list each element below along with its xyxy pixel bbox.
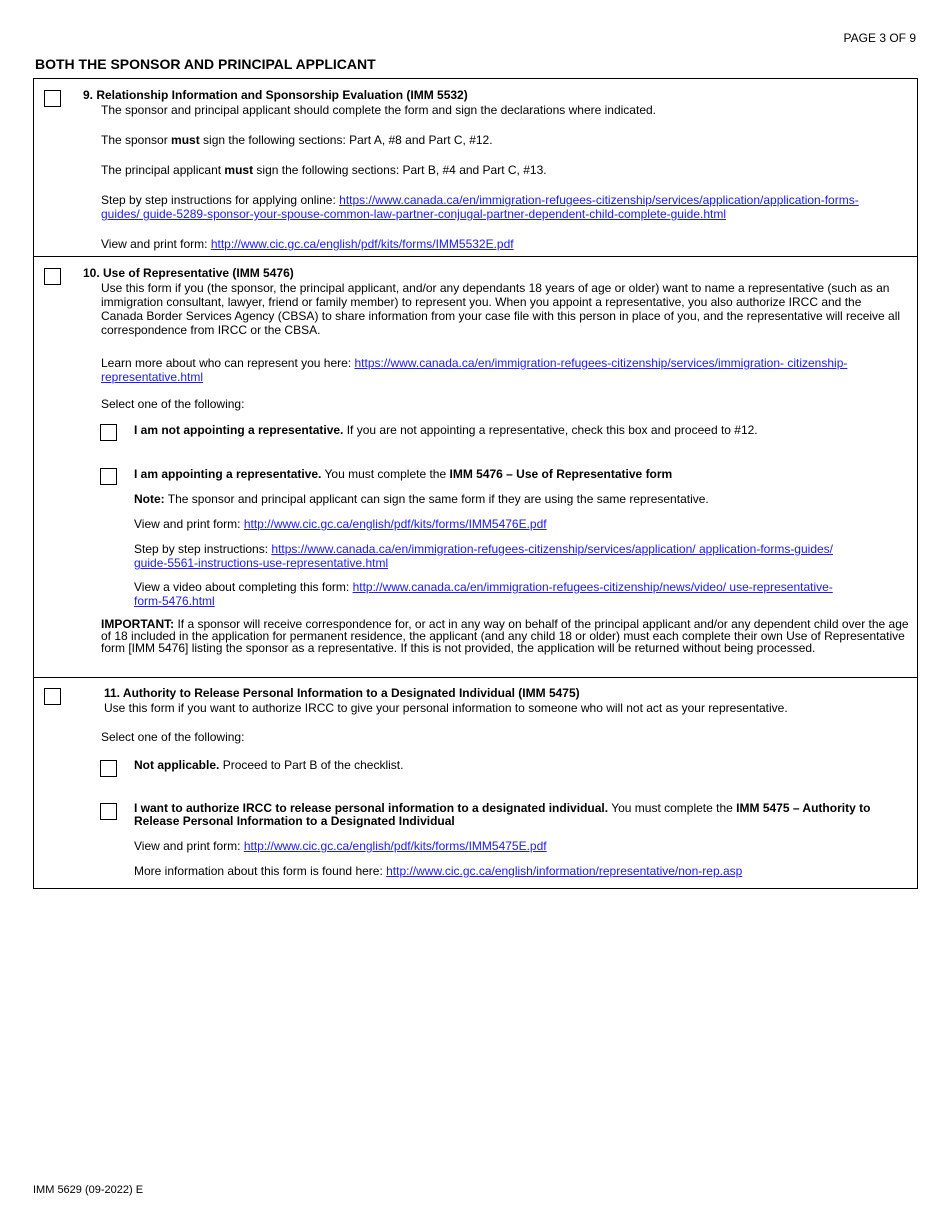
item-11-checkbox[interactable] [44, 688, 61, 705]
not-appointing-option [134, 423, 758, 437]
option-bold: Not applicable. [134, 758, 220, 772]
appointing-checkbox[interactable] [100, 468, 117, 485]
form-code-footer: IMM 5629 (09-2022) E [33, 1184, 144, 1196]
learn-label: Learn more about who can represent you here: [101, 356, 355, 370]
item-10-video-line-2 [134, 594, 215, 608]
item-10-note [134, 492, 709, 506]
item-9-sponsor-line [101, 133, 493, 147]
option-form: IMM 5475 – Authority to Release Personal Information to a Designated Individual [134, 801, 871, 828]
view-label: View and print form: [134, 517, 244, 531]
steps-label: Step by step instructions for applying online: [101, 193, 340, 207]
not-appointing-checkbox[interactable] [100, 424, 117, 441]
steps-label: Step by step instructions: [134, 542, 272, 556]
authorize-release-checkbox[interactable] [100, 803, 117, 820]
option-text: You must complete the [321, 467, 450, 481]
item-11-more-line [134, 864, 742, 878]
sponsor-prefix: The sponsor [101, 133, 172, 147]
checklist-item-10 [34, 257, 917, 678]
item-11-intro: Use this form if you want to authorize IRCC to give your personal information to someone who will not act as your representative. [104, 701, 788, 715]
note-text: The sponsor and principal applicant can sign the same form if they are using the same representative. [164, 492, 709, 506]
option-bold: I am appointing a representative. [134, 467, 322, 481]
more-label: More information about this form is found here: [134, 864, 387, 878]
item-9-heading: 9. Relationship Information and Sponsorship Evaluation (IMM 5532) [83, 88, 468, 102]
appointing-option [134, 467, 672, 481]
item-10-heading: 10. Use of Representative (IMM 5476) [83, 266, 294, 280]
item-9-principal-line [101, 163, 547, 177]
video-label: View a video about completing this form: [134, 580, 353, 594]
checklist-item-11 [34, 678, 917, 888]
item-9-intro: The sponsor and principal applicant should complete the form and sign the declarations where indicated. [101, 103, 656, 117]
option-form: IMM 5476 – Use of Representative form [449, 467, 673, 481]
item-11-view-link[interactable]: http://www.cic.gc.ca/english/pdf/kits/forms/IMM5475E.pdf [243, 839, 547, 853]
important-text: If a sponsor will receive correspondence for, or act in any way on behalf of the principal applicant and/or any dependent child over the age of 18 included in the application for permanent residence, the applicant (and any child 18 or older) must each complete their own Use of Representative form [IMM 5476] listing the sponsor as a representative. If this is not provided, the application will be returned without being processed. [101, 617, 909, 655]
item-11-more-link[interactable]: http://www.cic.gc.ca/english/information/representative/non-rep.asp [386, 864, 743, 878]
option-text: Proceed to Part B of the checklist. [219, 758, 404, 772]
item-10-select-label: Select one of the following: [101, 397, 245, 411]
important-label: IMPORTANT: [101, 617, 175, 631]
item-9-steps-link[interactable]: https://www.canada.ca/en/immigration-refugees-citizenship/services/application/application-forms- [339, 193, 859, 207]
item-11-heading: 11. Authority to Release Personal Information to a Designated Individual (IMM 5475) [104, 686, 580, 700]
checklist-item-9 [34, 79, 917, 257]
authorize-release-option [134, 802, 909, 828]
item-9-checkbox[interactable] [44, 90, 61, 107]
must-emphasis: must [171, 133, 200, 147]
option-bold: I want to authorize IRCC to release personal information to a designated individual. [134, 801, 609, 815]
item-10-steps-link[interactable]: https://www.canada.ca/en/immigration-refugees-citizenship/services/application/ application-forms-guides/ [271, 542, 834, 556]
option-bold: I am not appointing a representative. [134, 423, 344, 437]
item-10-video-link-cont[interactable]: form-5476.html [134, 594, 215, 608]
item-10-steps-link-cont[interactable]: guide-5561-instructions-use-representative.html [134, 556, 389, 570]
note-label: Note: [134, 492, 165, 506]
item-10-learn-line [101, 356, 847, 370]
page-number: PAGE 3 OF 9 [843, 31, 916, 45]
item-10-video-line [134, 580, 833, 594]
item-10-steps-line [134, 542, 833, 556]
sponsor-suffix: sign the following sections: Part A, #8 and Part C, #12. [199, 133, 493, 147]
view-label: View and print form: [134, 839, 244, 853]
item-9-steps-line-2 [101, 207, 726, 221]
option-text: You must complete the [608, 801, 737, 815]
item-10-view-line [134, 517, 547, 531]
principal-suffix: sign the following sections: Part B, #4 and Part C, #13. [253, 163, 547, 177]
must-emphasis: must [224, 163, 254, 177]
item-9-steps-link-cont[interactable]: guides/ guide-5289-sponsor-your-spouse-common-law-partner-conjugal-partner-dependent-child-complete-guide.html [101, 207, 726, 221]
not-applicable-checkbox[interactable] [100, 760, 117, 777]
option-text: If you are not appointing a representative, check this box and proceed to #12. [343, 423, 758, 437]
section-title: BOTH THE SPONSOR AND PRINCIPAL APPLICANT [35, 56, 376, 72]
principal-prefix: The principal applicant [101, 163, 225, 177]
item-11-select-label: Select one of the following: [101, 730, 245, 744]
item-10-video-link[interactable]: http://www.canada.ca/en/immigration-refugees-citizenship/news/video/ use-representative- [352, 580, 833, 594]
item-10-view-link[interactable]: http://www.cic.gc.ca/english/pdf/kits/forms/IMM5476E.pdf [243, 517, 547, 531]
item-9-view-link[interactable]: http://www.cic.gc.ca/english/pdf/kits/forms/IMM5532E.pdf [210, 237, 514, 251]
item-9-view-line [101, 237, 514, 251]
item-11-view-line [134, 839, 547, 853]
item-10-important [101, 618, 909, 654]
not-applicable-option [134, 758, 403, 772]
item-10-intro: Use this form if you (the sponsor, the principal applicant, and/or any dependants 18 years of age or older) want to name a representative (such as an immigration consultant, lawyer, friend or family member) to represent you. When you appoint a representative, you also authorize IRCC and the Canada Border Services Agency (CBSA) to share information from your case file with this person in place of you, and the representative will receive all correspondence from IRCC or the CBSA. [101, 281, 901, 337]
item-10-steps-line-2 [134, 556, 388, 570]
checklist-box [33, 78, 918, 889]
item-9-steps-line [101, 193, 859, 207]
item-10-learn-link-cont[interactable]: representative.html [101, 370, 204, 384]
item-10-checkbox[interactable] [44, 268, 61, 285]
view-label: View and print form: [101, 237, 211, 251]
item-10-learn-link[interactable]: https://www.canada.ca/en/immigration-refugees-citizenship/services/immigration- citizenship- [354, 356, 848, 370]
item-10-learn-line-2 [101, 370, 203, 384]
